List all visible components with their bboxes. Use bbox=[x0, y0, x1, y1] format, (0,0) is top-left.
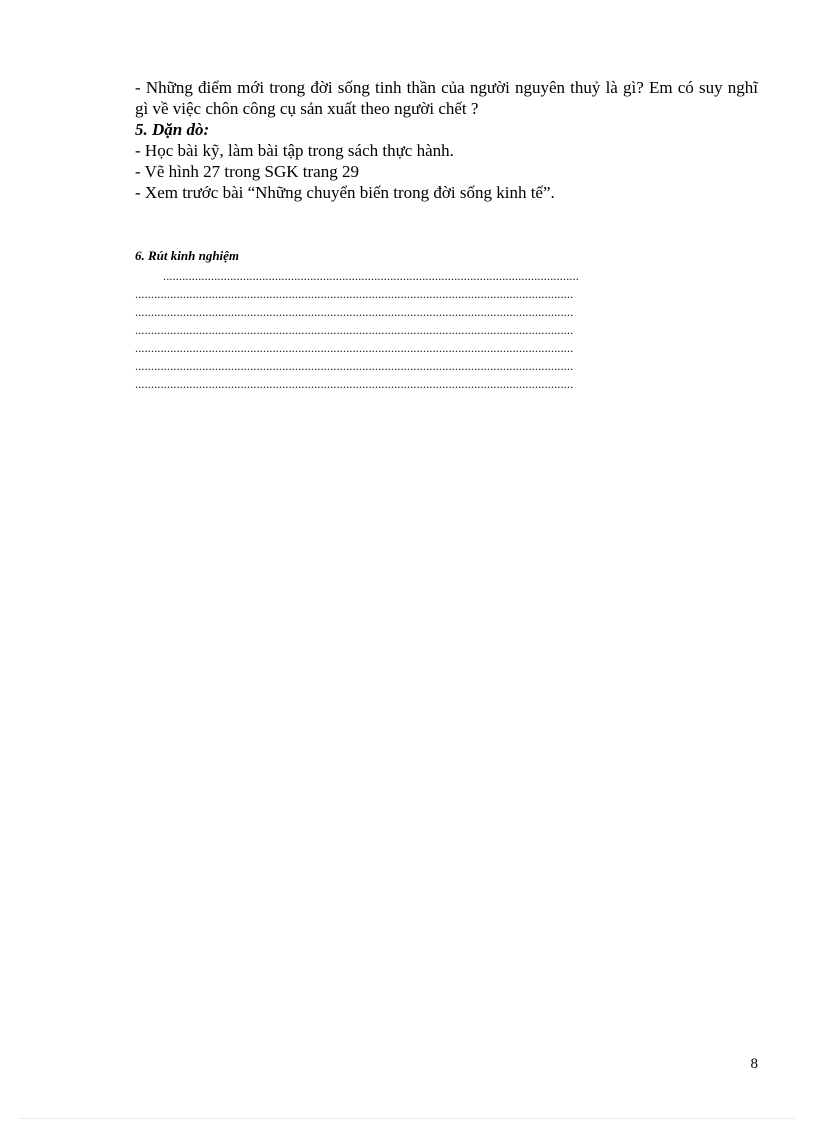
homework-item: - Vẽ hình 27 trong SGK trang 29 bbox=[135, 162, 359, 181]
dotted-line: ......................................................................................................................................... bbox=[135, 377, 574, 391]
teaching-notes-section bbox=[135, 247, 695, 393]
section-5-heading: 5. Dặn dò: bbox=[135, 120, 210, 139]
dotted-line: ......................................................................................................................................... bbox=[135, 323, 574, 337]
lesson-content bbox=[135, 77, 758, 203]
dotted-line: ......................................................................................................................................... bbox=[135, 359, 574, 373]
dotted-line: ......................................................................................................................................... bbox=[135, 341, 574, 355]
section-6-heading: 6. Rút kinh nghiệm bbox=[135, 248, 240, 263]
homework-list bbox=[135, 140, 758, 203]
page-bottom-divider bbox=[20, 1118, 796, 1119]
homework-item: - Xem trước bài “Những chuyển biến trong đời sống kinh tế”. bbox=[135, 183, 555, 202]
page-number: 8 bbox=[750, 1056, 758, 1072]
review-question: - Những điểm mới trong đời sống tinh thần của người nguyên thuỷ là gì? Em có suy nghĩ gì về việc chôn công cụ sản xuất theo người chết ? bbox=[135, 78, 758, 118]
homework-item: - Học bài kỹ, làm bài tập trong sách thực hành. bbox=[135, 141, 454, 160]
dotted-line: .................................................................................................................................. bbox=[163, 269, 579, 283]
dotted-line: ......................................................................................................................................... bbox=[135, 305, 574, 319]
dotted-line: ......................................................................................................................................... bbox=[135, 287, 574, 301]
